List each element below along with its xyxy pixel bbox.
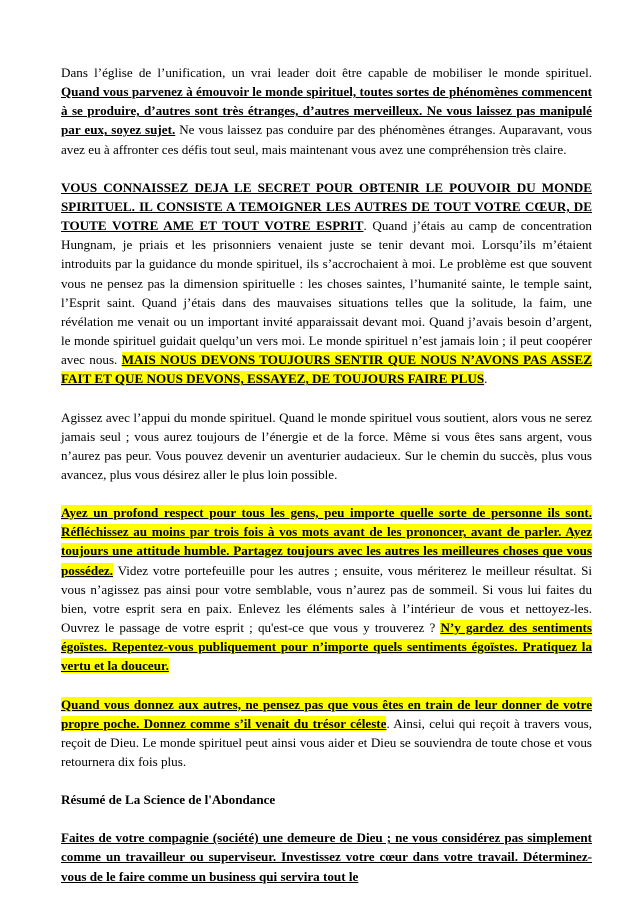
p5-run-2: . Ainsi, celui qui reçoit à travers vous, reçoit de Dieu. Le monde spirituel peut ainsi vous aider et Dieu se souviendra de toute chose et vous retournera dix fois plus.: [61, 715, 593, 769]
p1-run-2: Quand vous parvenez à émouvoir le monde spirituel, toutes sortes de phénomènes commencent à se produire, d’autres sont très étranges, d’autres merveilleux. Ne vous laissez pas manipulé par eux, soyez sujet.: [61, 84, 592, 138]
p1-run-3: Ne vous laissez pas conduire par des phénomènes étranges. Auparavant, vous avez eu à affronter ces défis tout seul, mais maintenant vous avez une compréhension très claire.: [61, 122, 592, 157]
paragraph-1: [61, 63, 592, 159]
p5-run-1: Quand vous donnez aux autres, ne pensez pas que vous êtes en train de leur donner de votre propre poche. Donnez comme s’il venait du trésor céleste: [61, 696, 592, 731]
p2-run-3: MAIS NOUS DEVONS TOUJOURS SENTIR QUE NOUS N’AVONS PAS ASSEZ FAIT ET QUE NOUS DEVONS, ESSAYEZ, DE TOUJOURS FAIRE PLUS: [61, 352, 592, 387]
p2-run-1: VOUS CONNAISSEZ DEJA LE SECRET POUR OBTENIR LE POUVOIR DU MONDE SPIRITUEL. IL CONSISTE A TEMOIGNER LES AUTRES DE TOUT VOTRE CŒUR, DE TOUTE VOTRE AME ET TOUT VOTRE ESPRIT: [61, 179, 592, 234]
p2-run-4: .: [484, 371, 488, 387]
p4-run-2: Videz votre portefeuille pour les autres ; ensuite, vous mériterez le meilleur résultat. Si vous n’agissez pas ainsi pour votre semblable, vous n’aurez pas de sommeil. Si vous lui faites du bien, votre esprit sera en paix. Enlevez les éléments sales à l’intérieur de vous et nettoyez-les. Ouvrez le passage de votre esprit ; qu'est-ce que vous y trouverez ?: [61, 562, 592, 636]
last-paragraph: Faites de votre compagnie (société) une demeure de Dieu ; ne vous considérez pas simplement comme un travailleur ou superviseur. Investissez votre cœur dans votre travail. Déterminez-vous de le faire comme un business qui servira tout le: [61, 830, 592, 884]
p4-run-3: N’y gardez des sentiments égoïstes. Repentez-vous publiquement pour n’importe quels sentiments égoïstes. Pratiquez la vertu et la douceur.: [61, 620, 592, 674]
paragraph-5: [61, 695, 592, 772]
paragraph-2: [61, 178, 592, 389]
section-heading: Résumé de La Science de l'Abondance: [61, 792, 276, 808]
p1-run-1: Dans l’église de l’unification, un vrai leader doit être capable de mobiliser le monde spirituel.: [61, 65, 592, 80]
paragraph-3: [61, 408, 592, 485]
p3-run-1: Agissez avec l’appui du monde spirituel. Quand le monde spirituel vous soutient, alors vous ne serez jamais seul ; vous aurez toujours de l’énergie et de la force. Même si vous êtes sans argent, vous n’aurez pas peur. Vous pouvez devenir un aventurier audacieux. Sur le chemin du succès, plus vous avancez, plus vous désirez aller le plus loin possible.: [61, 409, 592, 482]
paragraph-4: [61, 503, 592, 675]
p2-run-2: . Quand j’étais au camp de concentration Hungnam, je priais et les prisonniers venaient juste se tenir devant moi. Lorsqu’ils m’étaient introduits par la guidance du monde spirituel, ils s’accrochaient à moi. Le problème est que souvent vous ne pensez pas la dimension spirituelle : les choses saintes, l’humanité sainte, le temple saint, l’Esprit saint. Quand j’étais dans des mauvaises situations telles que la solitude, la faim, une révélation me venait ou un important invité apparaissait devant moi. Quand j’avais besoin d’argent, le monde spirituel guidait quelqu’un vers moi. Le monde spirituel n’est jamais loin ; il peut coopérer avec nous.: [61, 218, 592, 368]
p4-run-1: Ayez un profond respect pour tous les gens, peu importe quelle sorte de personne ils sont. Réfléchissez au moins par trois fois à vos mots avant de les prononcer, avant de parler. Ayez toujours une attitude humble. Partagez toujours avec les autres les meilleures choses que vous possédez.: [61, 505, 592, 578]
